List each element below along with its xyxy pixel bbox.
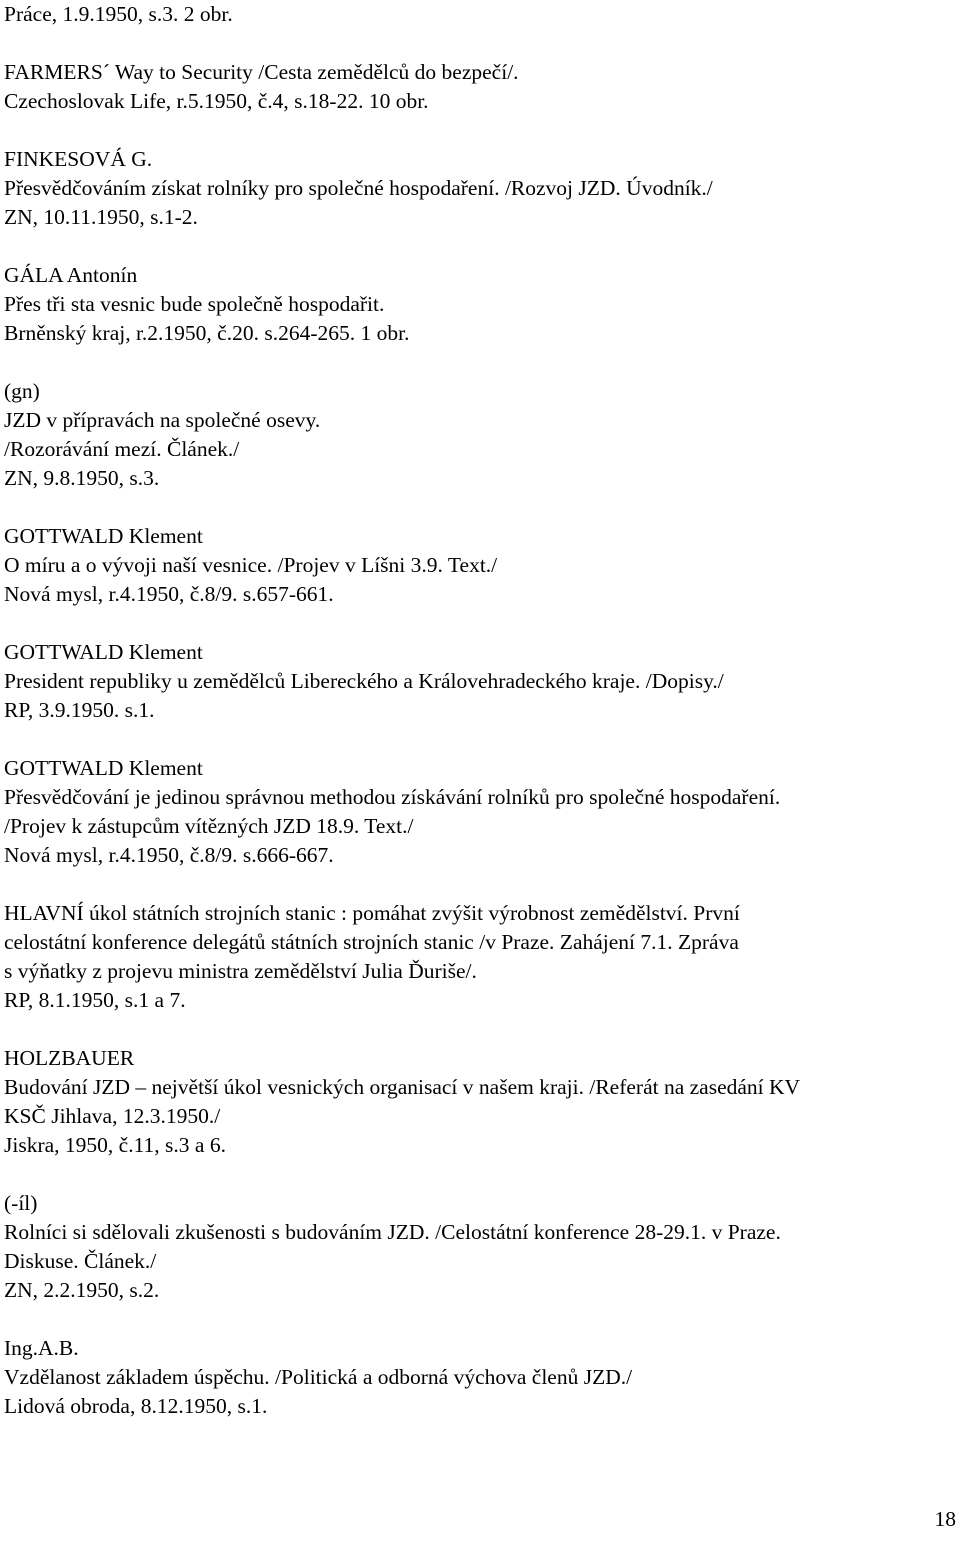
bibliography-entry	[4, 1189, 954, 1305]
bibliography-entry	[4, 638, 954, 725]
entry-source: Czechoslovak Life, r.5.1950, č.4, s.18-22. 10 obr.	[4, 89, 429, 113]
entry-title: s výňatky z projevu ministra zemědělství Julia Ďuriše/.	[4, 959, 477, 983]
entry-source: Nová mysl, r.4.1950, č.8/9. s.657-661.	[4, 582, 334, 606]
bibliography-entry	[4, 899, 954, 1015]
entry-source: Nová mysl, r.4.1950, č.8/9. s.666-667.	[4, 843, 334, 867]
entry-author: GOTTWALD Klement	[4, 756, 203, 780]
entry-source: Brněnský kraj, r.2.1950, č.20. s.264-265. 1 obr.	[4, 321, 410, 345]
entry-source: RP, 3.9.1950. s.1.	[4, 698, 155, 722]
entry-source: ZN, 2.2.1950, s.2.	[4, 1278, 160, 1302]
entry-title: JZD v přípravách na společné osevy.	[4, 408, 321, 432]
bibliography-entry	[4, 754, 954, 870]
entry-title: FARMERS´ Way to Security /Cesta zemědělců do bezpečí/.	[4, 60, 519, 84]
entry-note: /Projev k zástupcům vítězných JZD 18.9. Text./	[4, 814, 414, 838]
bibliography-entry	[4, 145, 954, 232]
entry-source: ZN, 10.11.1950, s.1-2.	[4, 205, 198, 229]
entry-title: Přes tři sta vesnic bude společně hospodařit.	[4, 292, 385, 316]
entry-title: Budování JZD – největší úkol vesnických organisací v našem kraji. /Referát na zasedání KV	[4, 1075, 801, 1099]
entry-title: HLAVNÍ úkol státních strojních stanic : pomáhat zvýšit výrobnost zemědělství. První	[4, 901, 740, 925]
entry-title: KSČ Jihlava, 12.3.1950./	[4, 1104, 221, 1128]
entry-source: ZN, 9.8.1950, s.3.	[4, 466, 160, 490]
entry-title: celostátní konference delegátů státních strojních stanic /v Praze. Zahájení 7.1. Zpráva	[4, 930, 739, 954]
entry-note: Diskuse. Článek./	[4, 1249, 157, 1273]
entry-author: GOTTWALD Klement	[4, 524, 203, 548]
entry-author: (gn)	[4, 379, 40, 403]
bibliography-entry	[4, 377, 954, 493]
entry-line: Práce, 1.9.1950, s.3. 2 obr.	[4, 2, 233, 26]
entry-author: HOLZBAUER	[4, 1046, 135, 1070]
entry-note: /Rozorávání mezí. Článek./	[4, 437, 240, 461]
page-number: 18	[934, 1507, 956, 1531]
entry-title: President republiky u zemědělců Libereckého a Královehradeckého kraje. /Dopisy./	[4, 669, 724, 693]
entry-source: Lidová obroda, 8.12.1950, s.1.	[4, 1394, 268, 1418]
entry-title: Vzdělanost základem úspěchu. /Politická a odborná výchova členů JZD./	[4, 1365, 633, 1389]
bibliography-entry	[4, 1334, 954, 1421]
bibliography-entry	[4, 522, 954, 609]
entry-title: O míru a o vývoji naší vesnice. /Projev v Líšni 3.9. Text./	[4, 553, 498, 577]
bibliography-page	[4, 0, 954, 1421]
entry-author: FINKESOVÁ G.	[4, 147, 153, 171]
bibliography-entry	[4, 0, 954, 29]
bibliography-entry	[4, 1044, 954, 1160]
entry-author: GÁLA Antonín	[4, 263, 138, 287]
entry-title: Přesvědčováním získat rolníky pro společné hospodaření. /Rozvoj JZD. Úvodník./	[4, 176, 713, 200]
entry-author: GOTTWALD Klement	[4, 640, 203, 664]
entry-source: Jiskra, 1950, č.11, s.3 a 6.	[4, 1133, 226, 1157]
entry-author: (-íl)	[4, 1191, 38, 1215]
entry-author: Ing.A.B.	[4, 1336, 79, 1360]
bibliography-entry	[4, 58, 954, 116]
entry-title: Rolníci si sdělovali zkušenosti s budováním JZD. /Celostátní konference 28-29.1. v Praze.	[4, 1220, 781, 1244]
entry-title: Přesvědčování je jedinou správnou methodou získávání rolníků pro společné hospodaření.	[4, 785, 781, 809]
entry-source: RP, 8.1.1950, s.1 a 7.	[4, 988, 186, 1012]
bibliography-entry	[4, 261, 954, 348]
